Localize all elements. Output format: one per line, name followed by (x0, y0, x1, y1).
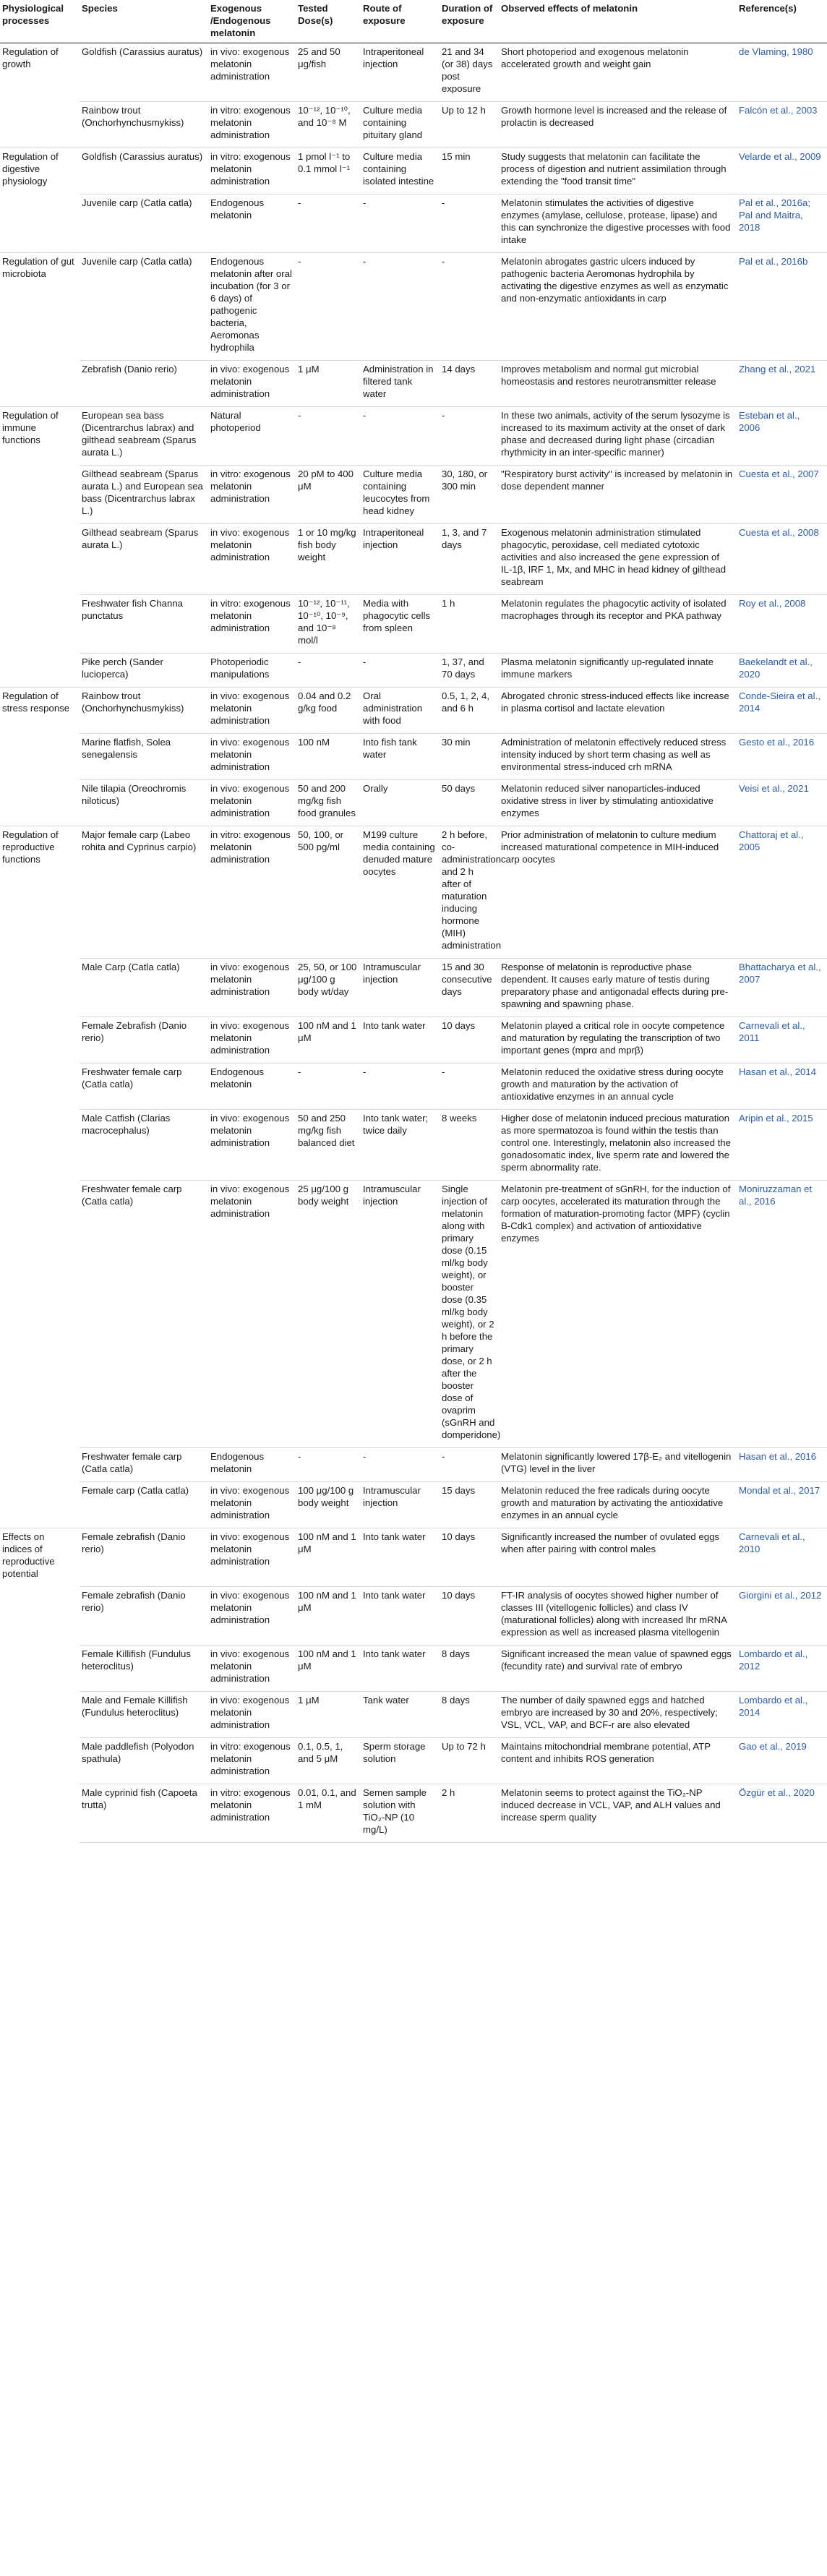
duration-cell: Single injection of melatonin along with primary dose (0.15 ml/kg body weight), or booster dose (0.35 ml/kg body weight), or 2 h before the primary dose, or 2 h after the booster dose of ovaprim (sGnRH and domperidone) (440, 1181, 499, 1448)
reference-link[interactable]: Conde-Sieira et al., 2014 (737, 688, 827, 734)
reference-link[interactable]: Mondal et al., 2017 (737, 1482, 827, 1528)
species-cell: Male Catfish (Clarias macrocephalus) (80, 1110, 208, 1181)
table-body (0, 43, 827, 1843)
table-row (0, 253, 827, 361)
effects-cell: In these two animals, activity of the serum lysozyme is increased to its maximum activity at the onset of dark phase and decreased during light phase (circadian rhythmicity in an inter-specific manner) (499, 407, 737, 466)
melatonin-type-cell: Natural photoperiod (208, 407, 296, 466)
reference-link[interactable]: Pal et al., 2016b (737, 253, 827, 361)
melatonin-type-cell: in vivo: exogenous melatonin administration (208, 780, 296, 826)
route-cell: Intramuscular injection (361, 959, 440, 1017)
duration-cell: 8 days (440, 1645, 499, 1691)
duration-cell: - (440, 1448, 499, 1482)
effects-cell: Melatonin seems to protect against the TiO₂-NP induced decrease in VCL, VAP, and ALH values and increase sperm quality (499, 1784, 737, 1842)
process-cell-empty (0, 524, 80, 595)
species-cell: Freshwater fish Channa punctatus (80, 595, 208, 654)
table-row (0, 102, 827, 148)
process-cell-empty (0, 361, 80, 407)
dose-cell: 20 pM to 400 μM (296, 466, 361, 524)
table-row (0, 1737, 827, 1784)
dose-cell: 1 or 10 mg/kg fish body weight (296, 524, 361, 595)
process-cell-empty (0, 1064, 80, 1110)
melatonin-type-cell: in vitro: exogenous melatonin administration (208, 1737, 296, 1784)
table-row (0, 595, 827, 654)
process-cell-empty (0, 1110, 80, 1181)
reference-link[interactable]: Esteban et al., 2006 (737, 407, 827, 466)
header-row (0, 0, 827, 43)
dose-cell: 100 nM (296, 734, 361, 780)
species-cell: Juvenile carp (Catla catla) (80, 253, 208, 361)
reference-link[interactable]: Cuesta et al., 2008 (737, 524, 827, 595)
dose-cell: 50 and 200 mg/kg fish food granules (296, 780, 361, 826)
melatonin-type-cell: in vivo: exogenous melatonin administration (208, 1691, 296, 1737)
route-cell: Culture media containing isolated intestine (361, 148, 440, 194)
table-row (0, 826, 827, 959)
melatonin-type-cell: in vivo: exogenous melatonin administration (208, 1110, 296, 1181)
process-cell-empty (0, 1482, 80, 1528)
reference-link[interactable]: Moniruzzaman et al., 2016 (737, 1181, 827, 1448)
species-cell: Juvenile carp (Catla catla) (80, 194, 208, 253)
route-cell: - (361, 194, 440, 253)
species-cell: Female zebrafish (Danio rerio) (80, 1586, 208, 1645)
dose-cell: - (296, 253, 361, 361)
duration-cell: 10 days (440, 1017, 499, 1064)
melatonin-type-cell: in vivo: exogenous melatonin administration (208, 1645, 296, 1691)
reference-link[interactable]: Carnevali et al., 2011 (737, 1017, 827, 1064)
process-cell-empty (0, 1586, 80, 1645)
species-cell: Male paddlefish (Polyodon spathula) (80, 1737, 208, 1784)
species-cell: Female zebrafish (Danio rerio) (80, 1528, 208, 1587)
table-row (0, 1528, 827, 1587)
table-row (0, 148, 827, 194)
reference-link[interactable]: Roy et al., 2008 (737, 595, 827, 654)
melatonin-type-cell: Endogenous melatonin (208, 194, 296, 253)
table-row (0, 1017, 827, 1064)
route-cell: Intraperitoneal injection (361, 524, 440, 595)
species-cell: Marine flatfish, Solea senegalensis (80, 734, 208, 780)
header-processes: Physiological processes (0, 0, 80, 43)
melatonin-type-cell: in vivo: exogenous melatonin administration (208, 734, 296, 780)
table-row (0, 1064, 827, 1110)
species-cell: Rainbow trout (Onchorhynchusmykiss) (80, 102, 208, 148)
process-cell-empty (0, 1645, 80, 1691)
table-row (0, 1691, 827, 1737)
duration-cell: - (440, 253, 499, 361)
melatonin-type-cell: in vivo: exogenous melatonin administration (208, 361, 296, 407)
species-cell: Female Killifish (Fundulus heteroclitus) (80, 1645, 208, 1691)
route-cell: - (361, 253, 440, 361)
route-cell: - (361, 1448, 440, 1482)
duration-cell: 1, 3, and 7 days (440, 524, 499, 595)
effects-cell: Abrogated chronic stress-induced effects like increase in plasma cortisol and lactate elevation (499, 688, 737, 734)
duration-cell: - (440, 194, 499, 253)
reference-link[interactable]: Lombardo et al., 2012 (737, 1645, 827, 1691)
table-row (0, 688, 827, 734)
table-row (0, 407, 827, 466)
process-cell-empty (0, 780, 80, 826)
reference-link[interactable]: Veisi et al., 2021 (737, 780, 827, 826)
route-cell: Into tank water (361, 1586, 440, 1645)
process-cell: Effects on indices of reproductive potential (0, 1528, 80, 1587)
effects-cell: Administration of melatonin effectively reduced stress intensity induced by short term chasing as well as environmental stress-induced crh mRNA (499, 734, 737, 780)
effects-cell: Prior administration of melatonin to culture medium increased maturational competence in MIH-induced carp oocytes (499, 826, 737, 959)
duration-cell: 8 days (440, 1691, 499, 1737)
route-cell: M199 culture media containing denuded mature oocytes (361, 826, 440, 959)
effects-cell: Study suggests that melatonin can facilitate the process of digestion and nutrient assimilation through extending the "food transit time" (499, 148, 737, 194)
route-cell: Media with phagocytic cells from spleen (361, 595, 440, 654)
species-cell: Pike perch (Sander lucioperca) (80, 654, 208, 688)
reference-link[interactable]: Pal et al., 2016a; Pal and Maitra, 2018 (737, 194, 827, 253)
process-cell-empty (0, 466, 80, 524)
route-cell: Into tank water (361, 1528, 440, 1587)
melatonin-type-cell: in vivo: exogenous melatonin administration (208, 43, 296, 102)
effects-cell: Significantly increased the number of ovulated eggs when after pairing with control males (499, 1528, 737, 1587)
reference-link[interactable]: Hasan et al., 2016 (737, 1448, 827, 1482)
melatonin-type-cell: in vitro: exogenous melatonin administration (208, 595, 296, 654)
dose-cell: - (296, 654, 361, 688)
effects-cell: Melatonin reduced silver nanoparticles-induced oxidative stress in liver by stimulating antioxidative enzymes (499, 780, 737, 826)
dose-cell: - (296, 407, 361, 466)
duration-cell: 1 h (440, 595, 499, 654)
dose-cell: 0.04 and 0.2 g/kg food (296, 688, 361, 734)
dose-cell: 25 μg/100 g body weight (296, 1181, 361, 1448)
melatonin-type-cell: Endogenous melatonin (208, 1064, 296, 1110)
header-route: Route of exposure (361, 0, 440, 43)
melatonin-type-cell: Endogenous melatonin (208, 1448, 296, 1482)
duration-cell: Up to 12 h (440, 102, 499, 148)
table-header (0, 0, 827, 43)
species-cell: Gilthead seabream (Sparus aurata L.) and European sea bass (Dicentrarchus labrax L.) (80, 466, 208, 524)
dose-cell: 1 μM (296, 361, 361, 407)
dose-cell: 25, 50, or 100 μg/100 g body wt/day (296, 959, 361, 1017)
effects-cell: Plasma melatonin significantly up-regulated innate immune markers (499, 654, 737, 688)
dose-cell: 1 pmol l⁻¹ to 0.1 mmol l⁻¹ (296, 148, 361, 194)
header-effects: Observed effects of melatonin (499, 0, 737, 43)
process-cell-empty (0, 1784, 80, 1842)
reference-link[interactable]: Velarde et al., 2009 (737, 148, 827, 194)
effects-cell: The number of daily spawned eggs and hatched embryo are increased by 30 and 20%, respectively; VSL, VCL, VAP, and BCF-r are also elevated (499, 1691, 737, 1737)
table-row (0, 959, 827, 1017)
reference-link[interactable]: Lombardo et al., 2014 (737, 1691, 827, 1737)
process-cell-empty (0, 734, 80, 780)
dose-cell: 10⁻¹², 10⁻¹⁰, and 10⁻⁸ M (296, 102, 361, 148)
effects-cell: Melatonin played a critical role in oocyte competence and maturation by regulating the transcription of two important genes (mprα and mprβ) (499, 1017, 737, 1064)
route-cell: Culture media containing pituitary gland (361, 102, 440, 148)
melatonin-type-cell: in vivo: exogenous melatonin administration (208, 1482, 296, 1528)
table-row (0, 1586, 827, 1645)
process-cell-empty (0, 102, 80, 148)
dose-cell: - (296, 194, 361, 253)
effects-cell: Melatonin stimulates the activities of digestive enzymes (amylase, cellulose, protease, lipase) and this can synchronize the digestive processes with food intake (499, 194, 737, 253)
duration-cell: 8 weeks (440, 1110, 499, 1181)
effects-cell: Melatonin reduced the oxidative stress during oocyte growth and maturation by the activation of antioxidative enzymes in an annual cycle (499, 1064, 737, 1110)
table-row (0, 1448, 827, 1482)
melatonin-type-cell: in vivo: exogenous melatonin administration (208, 688, 296, 734)
process-cell-empty (0, 1017, 80, 1064)
effects-cell: Melatonin significantly lowered 17β-E₂ and vitellogenin (VTG) level in the liver (499, 1448, 737, 1482)
reference-link[interactable]: Bhattacharya et al., 2007 (737, 959, 827, 1017)
species-cell: Goldfish (Carassius auratus) (80, 43, 208, 102)
melatonin-type-cell: in vitro: exogenous melatonin administration (208, 466, 296, 524)
dose-cell: 100 nM and 1 μM (296, 1017, 361, 1064)
effects-cell: Exogenous melatonin administration stimulated phagocytic, peroxidase, cell mediated cytotoxic activities and also increased the gene expression of IL-1β, IRF 1, Mx, and MHC in head kidney of gilthead seabream (499, 524, 737, 595)
route-cell: Culture media containing leucocytes from head kidney (361, 466, 440, 524)
process-cell-empty (0, 1448, 80, 1482)
header-dose: Tested Dose(s) (296, 0, 361, 43)
table-row (0, 1645, 827, 1691)
effects-cell: Higher dose of melatonin induced precious maturation as more spermatozoa is found within the testis than control one. Interestingly, melatonin also increased the gonadosomatic index, live sperm rate and lowered the sperm abnormality rate. (499, 1110, 737, 1181)
route-cell: Into tank water (361, 1017, 440, 1064)
duration-cell: 50 days (440, 780, 499, 826)
route-cell: Intramuscular injection (361, 1482, 440, 1528)
route-cell: Oral administration with food (361, 688, 440, 734)
route-cell: Into tank water (361, 1645, 440, 1691)
reference-link[interactable]: Zhang et al., 2021 (737, 361, 827, 407)
duration-cell: 10 days (440, 1528, 499, 1587)
melatonin-type-cell: in vivo: exogenous melatonin administration (208, 1181, 296, 1448)
reference-link[interactable]: Baekelandt et al., 2020 (737, 654, 827, 688)
dose-cell: 50 and 250 mg/kg fish balanced diet (296, 1110, 361, 1181)
table-row (0, 780, 827, 826)
effects-cell: Significant increased the mean value of spawned eggs (fecundity rate) and survival rate of embryo (499, 1645, 737, 1691)
species-cell: Male and Female Killifish (Fundulus heteroclitus) (80, 1691, 208, 1737)
duration-cell: 30, 180, or 300 min (440, 466, 499, 524)
effects-cell: "Respiratory burst activity" is increased by melatonin in dose dependent manner (499, 466, 737, 524)
process-cell-empty (0, 959, 80, 1017)
duration-cell: 15 and 30 consecutive days (440, 959, 499, 1017)
species-cell: Female carp (Catla catla) (80, 1482, 208, 1528)
melatonin-type-cell: in vivo: exogenous melatonin administration (208, 959, 296, 1017)
dose-cell: 100 μg/100 g body weight (296, 1482, 361, 1528)
table-row (0, 1784, 827, 1842)
species-cell: Female Zebrafish (Danio rerio) (80, 1017, 208, 1064)
header-species: Species (80, 0, 208, 43)
process-cell-empty (0, 1737, 80, 1784)
table-row (0, 361, 827, 407)
duration-cell: 14 days (440, 361, 499, 407)
header-melatonin-type: Exogenous /Endogenous melatonin (208, 0, 296, 43)
melatonin-type-cell: in vivo: exogenous melatonin administration (208, 524, 296, 595)
route-cell: Into fish tank water (361, 734, 440, 780)
route-cell: - (361, 407, 440, 466)
duration-cell: 21 and 34 (or 38) days post exposure (440, 43, 499, 102)
duration-cell: 15 min (440, 148, 499, 194)
dose-cell: 0.01, 0.1, and 1 mM (296, 1784, 361, 1842)
melatonin-type-cell: in vitro: exogenous melatonin administration (208, 102, 296, 148)
process-cell-empty (0, 654, 80, 688)
duration-cell: - (440, 407, 499, 466)
effects-cell: Melatonin regulates the phagocytic activity of isolated macrophages through its receptor and PKA pathway (499, 595, 737, 654)
table-row (0, 654, 827, 688)
dose-cell: - (296, 1448, 361, 1482)
route-cell: Into tank water; twice daily (361, 1110, 440, 1181)
effects-cell: Growth hormone level is increased and the release of prolactin is decreased (499, 102, 737, 148)
species-cell: Nile tilapia (Oreochromis niloticus) (80, 780, 208, 826)
route-cell: Intramuscular injection (361, 1181, 440, 1448)
route-cell: - (361, 654, 440, 688)
effects-cell: Melatonin pre-treatment of sGnRH, for the induction of carp oocytes, accelerated its maturation through the formation of maturation-promoting factor (MPF) (cyclin B-Cdk1 complex) and activation of antioxidative enzymes (499, 1181, 737, 1448)
dose-cell: 100 nM and 1 μM (296, 1586, 361, 1645)
route-cell: Intraperitoneal injection (361, 43, 440, 102)
table-row (0, 1110, 827, 1181)
process-cell-empty (0, 1181, 80, 1448)
duration-cell: 1, 37, and 70 days (440, 654, 499, 688)
reference-link[interactable]: Falcón et al., 2003 (737, 102, 827, 148)
route-cell: - (361, 1064, 440, 1110)
duration-cell: - (440, 1064, 499, 1110)
dose-cell: 25 and 50 μg/fish (296, 43, 361, 102)
reference-link[interactable]: de Vlaming, 1980 (737, 43, 827, 102)
table-row (0, 1181, 827, 1448)
species-cell: Rainbow trout (Onchorhynchusmykiss) (80, 688, 208, 734)
effects-cell: Short photoperiod and exogenous melatonin accelerated growth and weight gain (499, 43, 737, 102)
duration-cell: 30 min (440, 734, 499, 780)
melatonin-type-cell: Photoperiodic manipulations (208, 654, 296, 688)
duration-cell: 15 days (440, 1482, 499, 1528)
species-cell: Freshwater female carp (Catla catla) (80, 1181, 208, 1448)
process-cell: Regulation of gut microbiota (0, 253, 80, 361)
process-cell: Regulation of growth (0, 43, 80, 102)
duration-cell: 10 days (440, 1586, 499, 1645)
species-cell: Freshwater female carp (Catla catla) (80, 1448, 208, 1482)
route-cell: Orally (361, 780, 440, 826)
route-cell: Tank water (361, 1691, 440, 1737)
table-row (0, 524, 827, 595)
duration-cell: 0.5, 1, 2, 4, and 6 h (440, 688, 499, 734)
dose-cell: 100 nM and 1 μM (296, 1645, 361, 1691)
process-cell: Regulation of immune functions (0, 407, 80, 466)
species-cell: Gilthead seabream (Sparus aurata L.) (80, 524, 208, 595)
reference-link[interactable]: Cuesta et al., 2007 (737, 466, 827, 524)
melatonin-type-cell: in vivo: exogenous melatonin administration (208, 1528, 296, 1587)
process-cell-empty (0, 595, 80, 654)
effects-cell: FT-IR analysis of oocytes showed higher number of classes III (vitellogenic follicles) and class IV (maturational follicles) along with increased lhr mRNA expression as well as increased plasma vitellogenin (499, 1586, 737, 1645)
species-cell: Freshwater female carp (Catla catla) (80, 1064, 208, 1110)
reference-link[interactable]: Gesto et al., 2016 (737, 734, 827, 780)
table-row (0, 1482, 827, 1528)
dose-cell: 0.1, 0.5, 1, and 5 μM (296, 1737, 361, 1784)
effects-cell: Improves metabolism and normal gut microbial homeostasis and restores neurotransmitter release (499, 361, 737, 407)
duration-cell: 2 h before, co-administration and 2 h after of maturation inducing hormone (MIH) administration (440, 826, 499, 959)
reference-link[interactable]: Carnevali et al., 2010 (737, 1528, 827, 1587)
route-cell: Semen sample solution with TiO₂-NP (10 mg/L) (361, 1784, 440, 1842)
effects-cell: Maintains mitochondrial membrane potential, ATP content and inhibits ROS generation (499, 1737, 737, 1784)
reference-link[interactable]: Chattoraj et al., 2005 (737, 826, 827, 959)
melatonin-type-cell: in vitro: exogenous melatonin administration (208, 826, 296, 959)
species-cell: Male Carp (Catla catla) (80, 959, 208, 1017)
melatonin-type-cell: in vivo: exogenous melatonin administration (208, 1586, 296, 1645)
duration-cell: 2 h (440, 1784, 499, 1842)
melatonin-type-cell: in vitro: exogenous melatonin administration (208, 148, 296, 194)
melatonin-type-cell: Endogenous melatonin after oral incubation (for 3 or 6 days) of pathogenic bacteria, Aeromonas hydrophila (208, 253, 296, 361)
duration-cell: Up to 72 h (440, 1737, 499, 1784)
route-cell: Sperm storage solution (361, 1737, 440, 1784)
dose-cell: 10⁻¹², 10⁻¹¹, 10⁻¹⁰, 10⁻⁹, and 10⁻⁸ mol/l (296, 595, 361, 654)
reference-link[interactable]: Özgür et al., 2020 (737, 1784, 827, 1842)
species-cell: European sea bass (Dicentrarchus labrax) and gilthead seabream (Sparus aurata L.) (80, 407, 208, 466)
melatonin-type-cell: in vivo: exogenous melatonin administration (208, 1017, 296, 1064)
dose-cell: 50, 100, or 500 pg/ml (296, 826, 361, 959)
header-duration: Duration of exposure (440, 0, 499, 43)
species-cell: Zebrafish (Danio rerio) (80, 361, 208, 407)
table-row (0, 43, 827, 102)
table-row (0, 466, 827, 524)
process-cell: Regulation of digestive physiology (0, 148, 80, 194)
effects-cell: Response of melatonin is reproductive phase dependent. It causes early mature of testis during preparatory phase and antigonadal effects during pre-spawning and spawning phase. (499, 959, 737, 1017)
process-cell-empty (0, 194, 80, 253)
species-cell: Major female carp (Labeo rohita and Cyprinus carpio) (80, 826, 208, 959)
process-cell: Regulation of reproductive functions (0, 826, 80, 959)
species-cell: Male cyprinid fish (Capoeta trutta) (80, 1784, 208, 1842)
process-cell: Regulation of stress response (0, 688, 80, 734)
reference-link[interactable]: Aripin et al., 2015 (737, 1110, 827, 1181)
dose-cell: 100 nM and 1 μM (296, 1528, 361, 1587)
table-row (0, 734, 827, 780)
reference-link[interactable]: Hasan et al., 2014 (737, 1064, 827, 1110)
reference-link[interactable]: Giorgini et al., 2012 (737, 1586, 827, 1645)
reference-link[interactable]: Gao et al., 2019 (737, 1737, 827, 1784)
effects-cell: Melatonin reduced the free radicals during oocyte growth and maturation by activating the antioxidative enzymes in an annual cycle (499, 1482, 737, 1528)
melatonin-type-cell: in vitro: exogenous melatonin administration (208, 1784, 296, 1842)
header-references: Reference(s) (737, 0, 827, 43)
route-cell: Administration in filtered tank water (361, 361, 440, 407)
species-cell: Goldfish (Carassius auratus) (80, 148, 208, 194)
effects-cell: Melatonin abrogates gastric ulcers induced by pathogenic bacteria Aeromonas hydrophila by activating the digestive enzymes as well as enzymatic and non-enzymatic antioxidants in carp (499, 253, 737, 361)
dose-cell: - (296, 1064, 361, 1110)
process-cell-empty (0, 1691, 80, 1737)
dose-cell: 1 μM (296, 1691, 361, 1737)
table-row (0, 194, 827, 253)
